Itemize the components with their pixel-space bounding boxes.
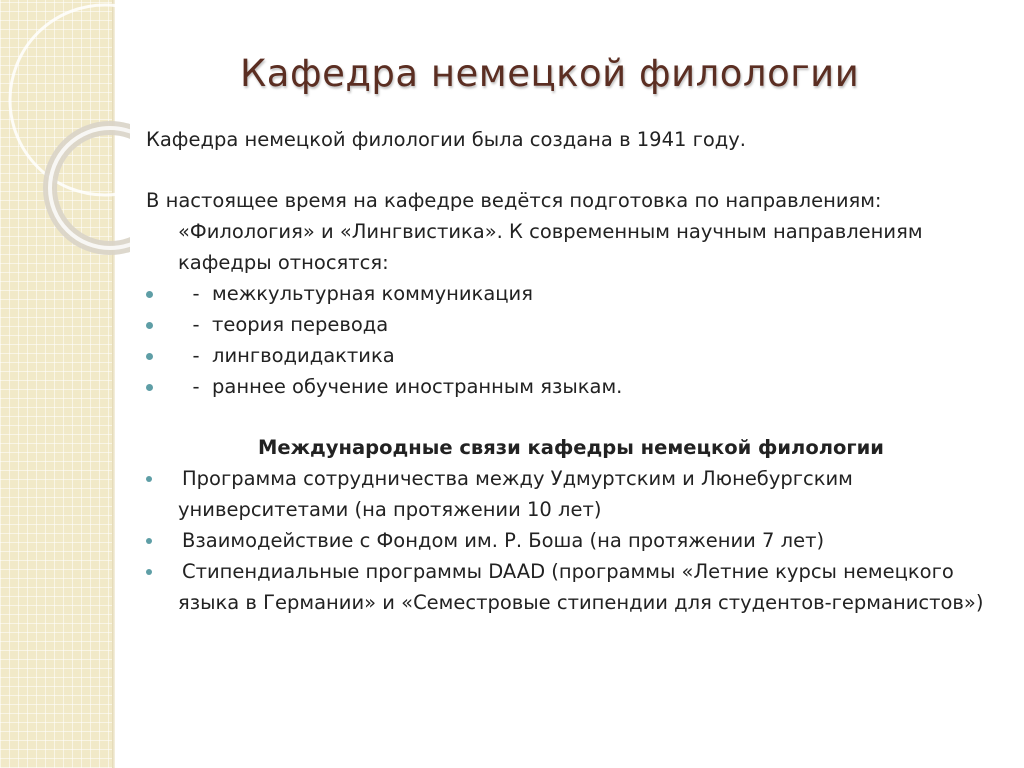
international-heading: Международные связи кафедры немецкой филологии	[258, 436, 884, 459]
intro-text: Кафедра немецкой филологии была создана в 1941 году.	[146, 128, 746, 151]
international-item-label: Стипендиальные программы DAAD (программы «Летние курсы немецкого языка в Германии» и «Семестровые стипендии для студентов-германистов»)	[178, 560, 984, 614]
list-item	[146, 525, 986, 556]
dash-mark: -	[192, 282, 200, 305]
dash-mark: -	[192, 344, 200, 367]
list-item	[146, 371, 986, 402]
bullet-icon	[146, 569, 152, 575]
direction-label: межкультурная коммуникация	[212, 282, 533, 305]
bullet-icon	[146, 322, 153, 329]
spacer	[146, 402, 986, 432]
international-item-label: Взаимодействие с Фондом им. Р. Боша (на протяжении 7 лет)	[182, 529, 825, 552]
current-directions-text: В настоящее время на кафедре ведётся подготовка по направлениям: «Филология» и «Лингвистика». К современным научным направлениям кафедры относятся:	[146, 189, 923, 274]
decorative-circles	[0, 0, 130, 260]
list-item	[146, 340, 986, 371]
direction-label: теория перевода	[212, 313, 389, 336]
bullet-icon	[146, 538, 152, 544]
list-item	[146, 463, 986, 525]
spacer	[146, 155, 986, 185]
bullet-icon	[146, 476, 152, 482]
list-item	[146, 309, 986, 340]
slide-title: Кафедра немецкой филологии	[240, 52, 860, 95]
list-item	[146, 556, 986, 618]
direction-label: раннее обучение иностранным языкам.	[212, 375, 623, 398]
bullet-icon	[146, 353, 153, 360]
direction-label: лингводидактика	[212, 344, 395, 367]
dash-mark: -	[192, 313, 200, 336]
bullet-icon	[146, 384, 153, 391]
bullet-icon	[146, 291, 153, 298]
international-item-label: Программа сотрудничества между Удмуртским и Люнебургским университетами (на протяжении 10 лет)	[178, 467, 853, 521]
slide-content	[146, 124, 986, 618]
dash-mark: -	[192, 375, 200, 398]
list-item	[146, 278, 986, 309]
